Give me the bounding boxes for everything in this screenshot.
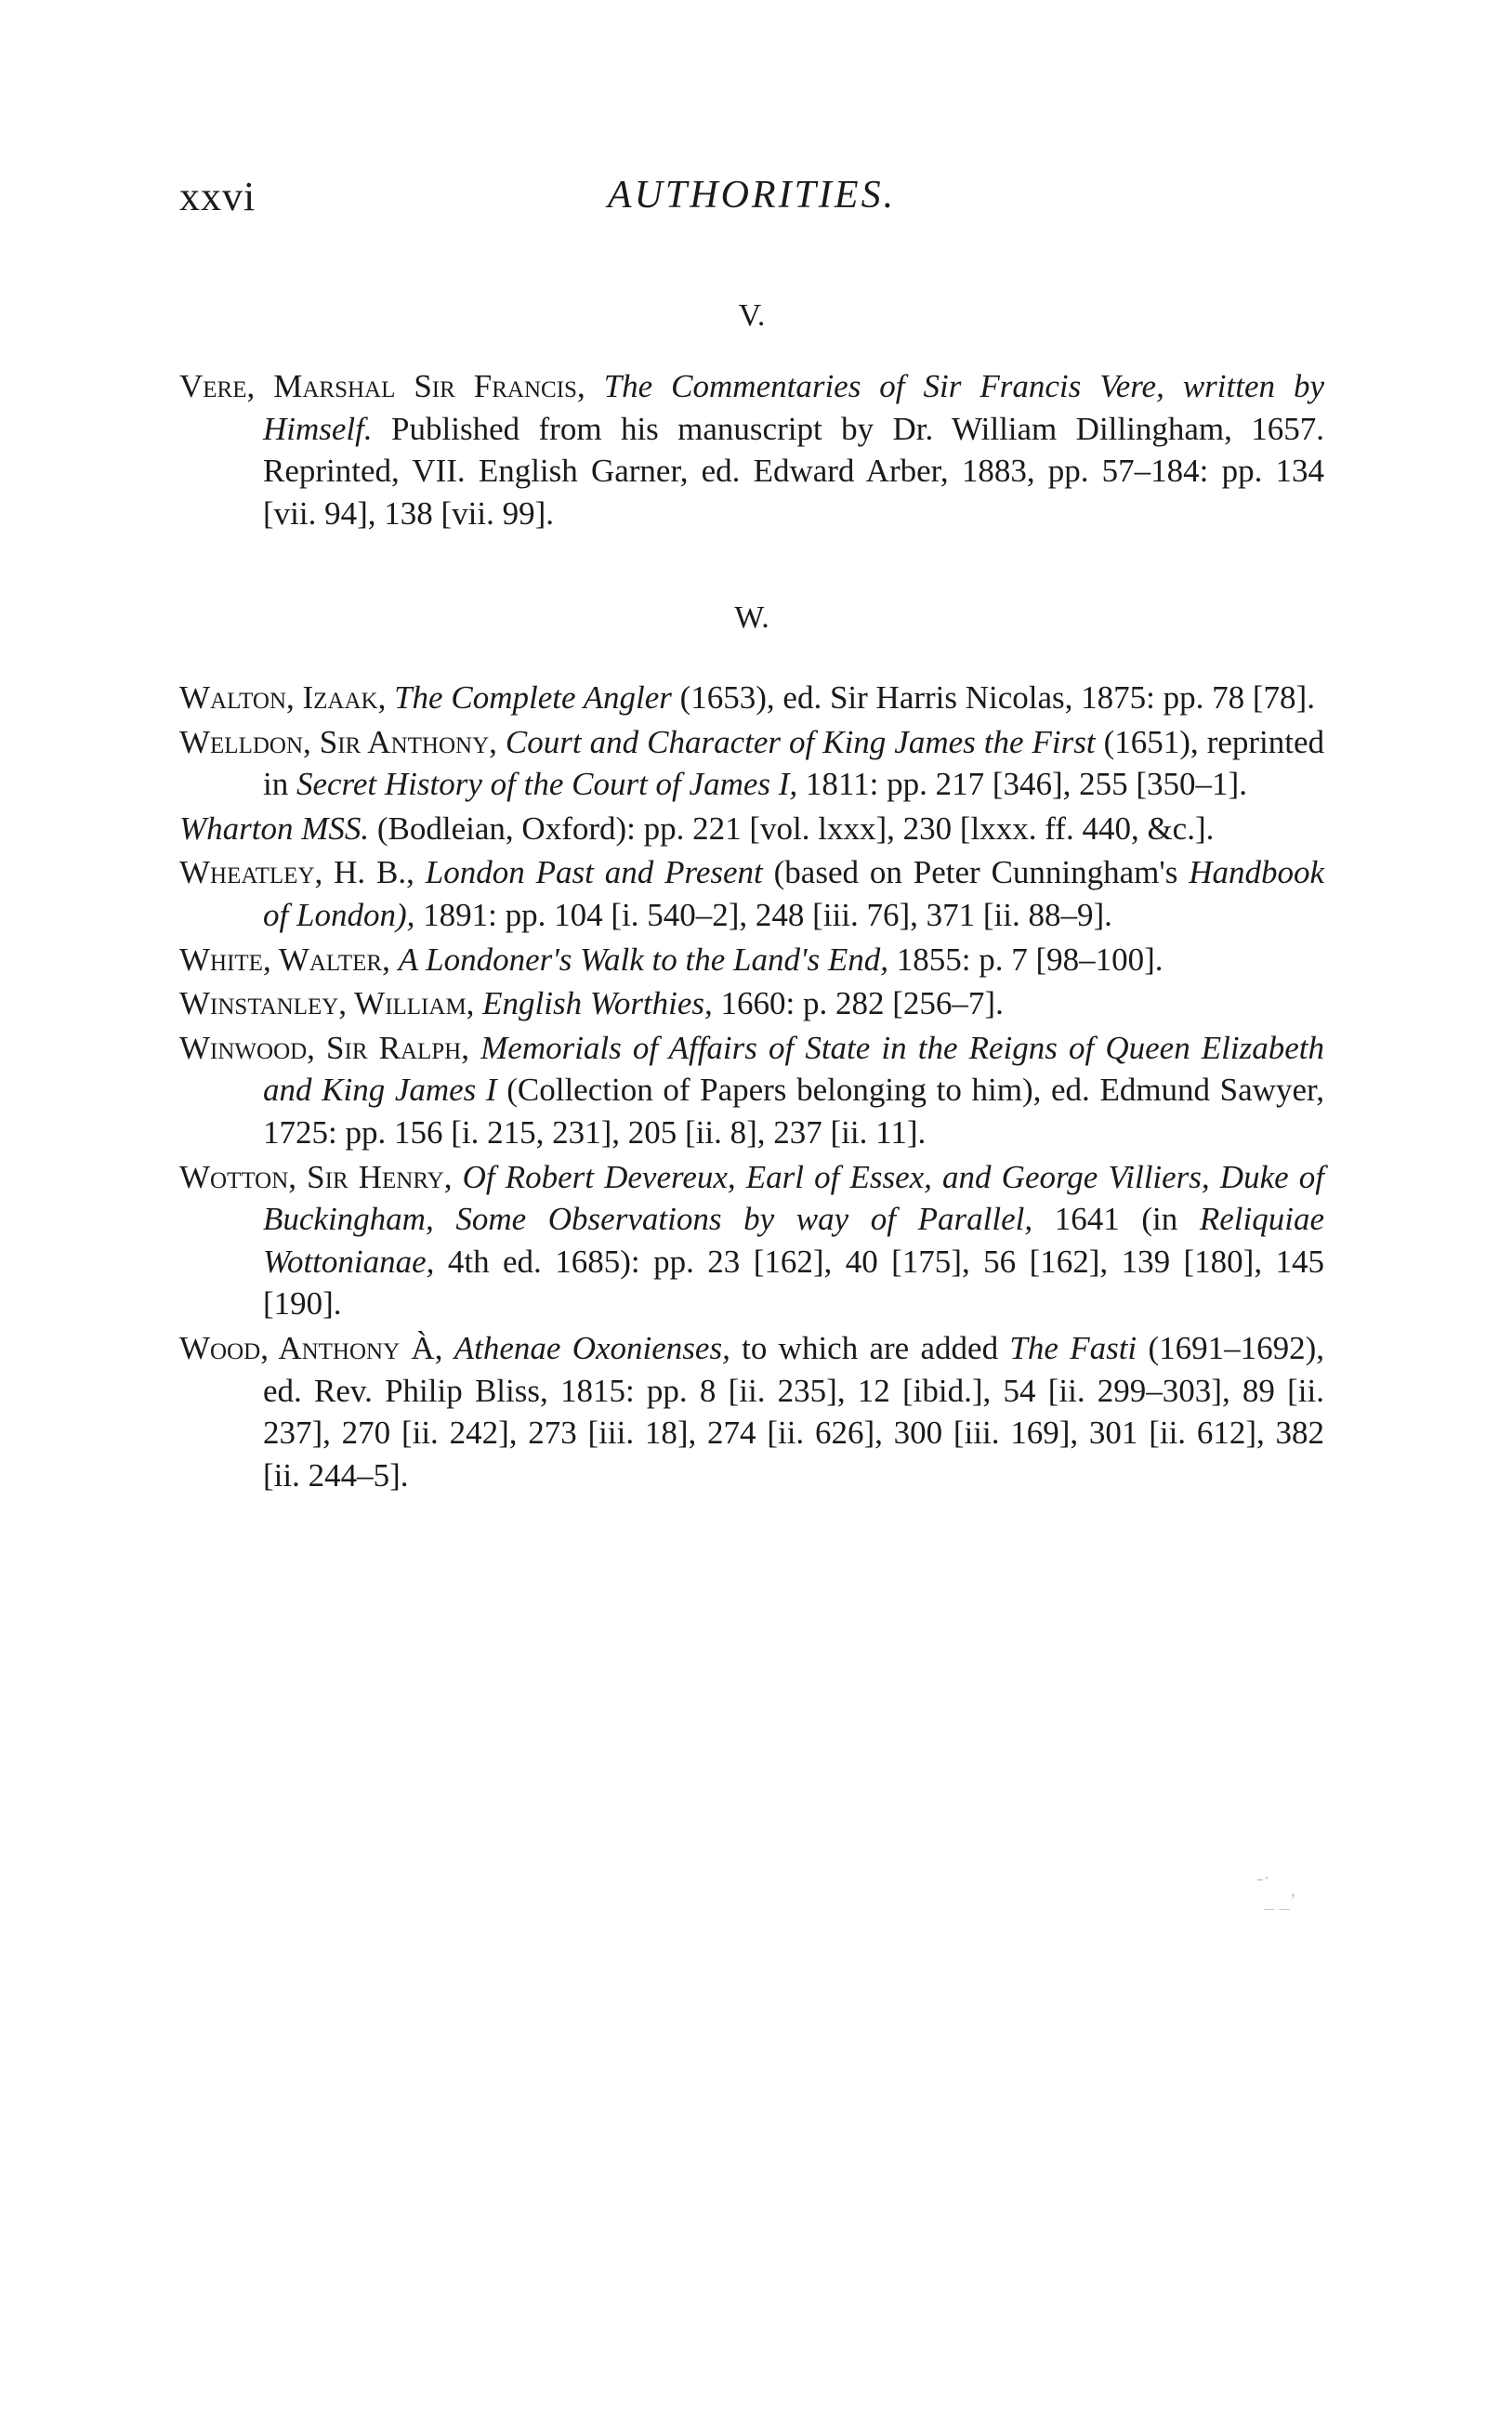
entry-author: Welldon, Sir Anthony, — [179, 723, 497, 760]
entry-author: Wheatley, H. B., — [179, 854, 414, 891]
bibliography-entry — [179, 982, 1324, 1025]
bibliography-entry — [179, 851, 1324, 936]
entry-title: Athenae Oxonienses, — [454, 1329, 730, 1366]
entries-list-v — [179, 365, 1324, 534]
entry-author: Wotton, Sir Henry, — [179, 1158, 453, 1195]
entry-details: 1855: p. 7 [98–100]. — [896, 941, 1164, 978]
entry-author: Winstanley, William, — [179, 985, 475, 1022]
entry-details: (1651), reprinted in — [263, 723, 1325, 803]
entry-details: (Bodleian, Oxford): pp. 221 [vol. lxxx], 230 [lxxx. ff. 440, &c.]. — [376, 810, 1215, 847]
section-w — [179, 595, 1324, 1498]
bibliography-entry — [179, 808, 1324, 850]
running-header — [179, 173, 1324, 229]
entry-details: 1641 (in — [1054, 1201, 1178, 1238]
scan-speck: _ _’ — [1264, 1889, 1296, 1912]
entry-title: The Fasti — [1009, 1329, 1137, 1366]
bibliography-entry — [179, 939, 1324, 981]
entry-title: Court and Character of King James the First — [505, 723, 1096, 760]
entry-details: (based on Peter Cunningham's — [773, 854, 1178, 891]
entry-details: 1891: pp. 104 [i. 540–2], 248 [iii. 76], 371 [ii. 88–9]. — [423, 896, 1112, 933]
entry-author: Walton, Izaak, — [179, 679, 387, 716]
section-letter-v: V. — [738, 298, 766, 333]
bibliography-entry — [179, 677, 1324, 719]
entry-author: Vere, Marshal Sir Francis, — [179, 368, 585, 404]
entry-details: (1691–1692), ed. Rev. Philip Bliss, 1815: pp. 8 [ii. 235], 12 [ibid.], 54 [ii. 299–303], 89 [ii. 237], 270 [ii. 242], 273 [iii. 18], 274 [ii. 626], 300 [iii. 169], 301 [ii. 612], 382 [ii. 244–5]. — [263, 1329, 1324, 1494]
entry-title: The Commentaries of Sir Francis Vere, written by Himself. — [263, 368, 1325, 447]
scan-speck: -· — [1256, 1866, 1270, 1889]
entry-title: Memorials of Affairs of State in the Reigns of Queen Elizabeth and King James I — [263, 1029, 1325, 1109]
page-number: xxvi — [179, 174, 256, 219]
entries-list-w — [179, 677, 1324, 1496]
entry-details: (Collection of Papers belonging to him), ed. Edmund Sawyer, 1725: pp. 156 [i. 215, 231], 205 [ii. 8], 237 [ii. 11]. — [263, 1072, 1324, 1151]
bibliography-entry — [179, 365, 1324, 534]
entry-author: Winwood, Sir Ralph, — [179, 1029, 469, 1066]
section-v — [179, 293, 1324, 536]
bibliography-entry — [179, 1156, 1324, 1325]
running-title: AUTHORITIES. — [607, 174, 897, 217]
entry-details: Published from his manuscript by Dr. William Dillingham, 1657. Reprinted, VII. English Garner, ed. Edward Arber, 1883, pp. 57–184: pp. 134 [vii. 94], 138 [vii. 99]. — [263, 410, 1325, 532]
entry-title: Wharton MSS. — [179, 810, 370, 847]
section-letter-w: W. — [734, 600, 769, 635]
entry-details: to which are added — [742, 1329, 999, 1366]
entry-title: A Londoner's Walk to the Land's End, — [398, 941, 888, 978]
entry-details: (1653), ed. Sir Harris Nicolas, 1875: pp. 78 [78]. — [679, 679, 1315, 716]
entry-title: Reliquiae Wottonianae, — [263, 1201, 1324, 1280]
entry-title: The Complete Angler — [394, 679, 672, 716]
entry-author: Wood, Anthony À, — [179, 1329, 443, 1366]
entry-author: White, Walter, — [179, 941, 390, 978]
entry-details: 1660: p. 282 [256–7]. — [720, 985, 1004, 1022]
entry-title: London Past and Present — [425, 854, 763, 891]
entry-details: 4th ed. 1685): pp. 23 [162], 40 [175], 56 [162], 139 [180], 145 [190]. — [263, 1243, 1325, 1323]
bibliography-entry — [179, 721, 1324, 806]
bibliography-entry — [179, 1327, 1324, 1496]
entry-title: Of Robert Devereux, Earl of Essex, and George Villiers, Duke of Buckingham, Some Observations by way of Parallel, — [263, 1158, 1325, 1238]
entry-title: Handbook of London), — [263, 854, 1325, 933]
entry-details: 1811: pp. 217 [346], 255 [350–1]. — [805, 766, 1247, 803]
entry-title: Secret History of the Court of James I, — [296, 766, 798, 803]
bibliography-entry — [179, 1027, 1324, 1154]
entry-title: English Worthies, — [482, 985, 713, 1022]
